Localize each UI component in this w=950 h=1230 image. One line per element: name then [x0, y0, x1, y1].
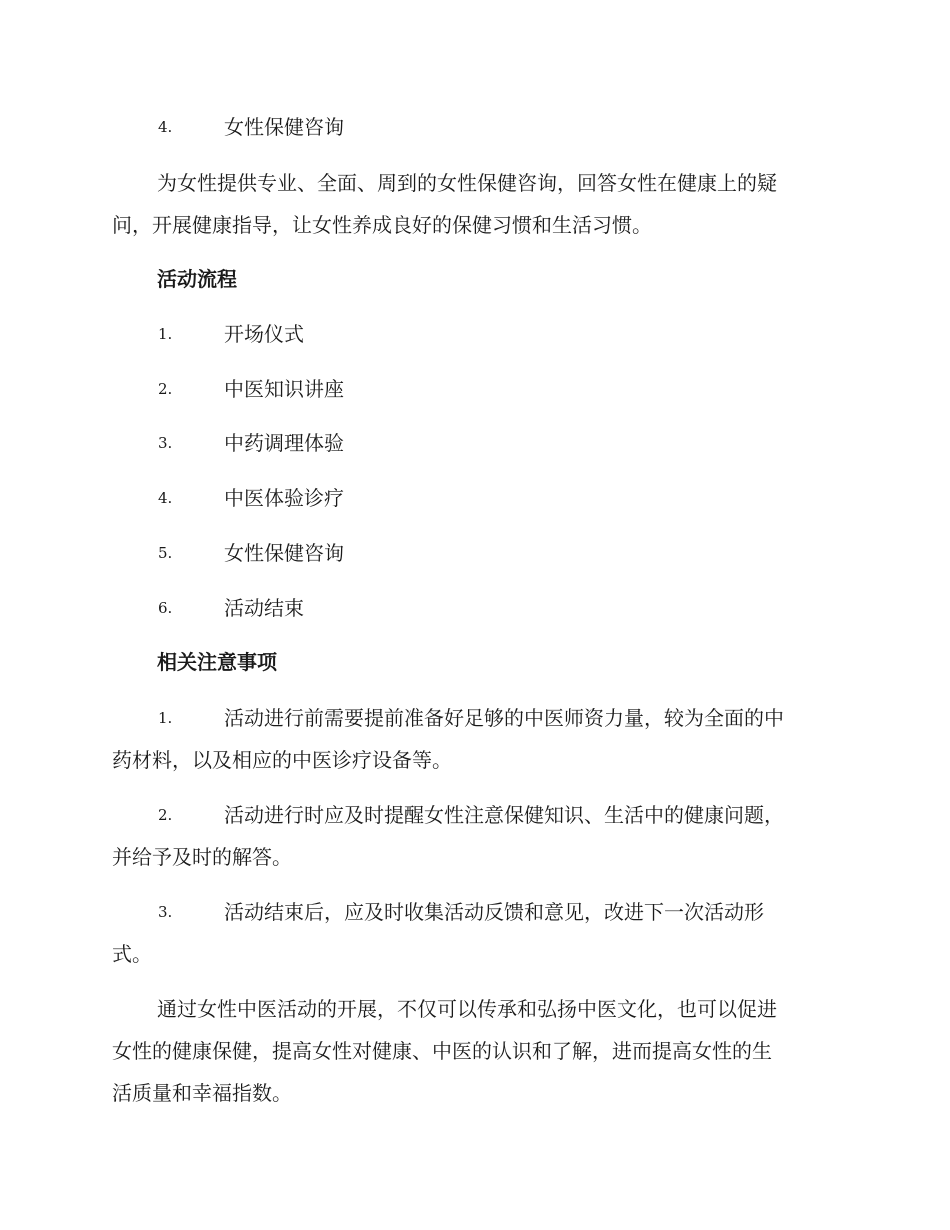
intro-paragraph-line-1: 为女性提供专业、全面、周到的女性保健咨询，回答女性在健康上的疑 — [157, 171, 777, 195]
list-item-number: 3. — [158, 903, 173, 921]
list-item-label: 活动结束 — [224, 596, 304, 620]
list-item-text-line-1: 活动进行时应及时提醒女性注意保健知识、生活中的健康问题， — [224, 803, 784, 827]
conclusion-line-2: 女性的健康保健，提高女性对健康、中医的认识和了解，进而提高女性的生 — [112, 1039, 772, 1063]
notes-item-text-line-2: 式。 — [112, 942, 152, 966]
list-item-number: 4. — [158, 489, 173, 507]
list-item-number: 2. — [158, 380, 173, 398]
list-item-label: 女性保健咨询 — [224, 115, 344, 139]
list-item-label: 中医知识讲座 — [224, 377, 344, 401]
list-item-label: 开场仪式 — [224, 322, 304, 346]
list-item-number: 6. — [158, 599, 173, 617]
notes-heading: 相关注意事项 — [157, 650, 277, 674]
list-item-number: 1. — [158, 325, 173, 343]
list-item-text-line-1: 活动进行前需要提前准备好足够的中医师资力量，较为全面的中 — [224, 706, 784, 730]
list-item-number: 4. — [158, 118, 173, 136]
list-item-number: 1. — [158, 709, 173, 727]
intro-paragraph-line-2: 问，开展健康指导，让女性养成良好的保健习惯和生活习惯。 — [112, 213, 652, 237]
conclusion-line-1: 通过女性中医活动的开展，不仅可以传承和弘扬中医文化，也可以促进 — [157, 997, 777, 1021]
list-item-number: 2. — [158, 806, 173, 824]
list-item-label: 女性保健咨询 — [224, 541, 344, 565]
notes-item-text-line-2: 药材料，以及相应的中医诊疗设备等。 — [112, 748, 452, 772]
list-item-text-line-1: 活动结束后，应及时收集活动反馈和意见，改进下一次活动形 — [224, 900, 764, 924]
process-heading: 活动流程 — [157, 267, 237, 291]
notes-item-text-line-2: 并给予及时的解答。 — [112, 845, 292, 869]
list-item-number: 5. — [158, 544, 173, 562]
list-item-label: 中药调理体验 — [224, 431, 344, 455]
list-item-number: 3. — [158, 434, 173, 452]
list-item-label: 中医体验诊疗 — [224, 486, 344, 510]
conclusion-line-3: 活质量和幸福指数。 — [112, 1081, 292, 1105]
